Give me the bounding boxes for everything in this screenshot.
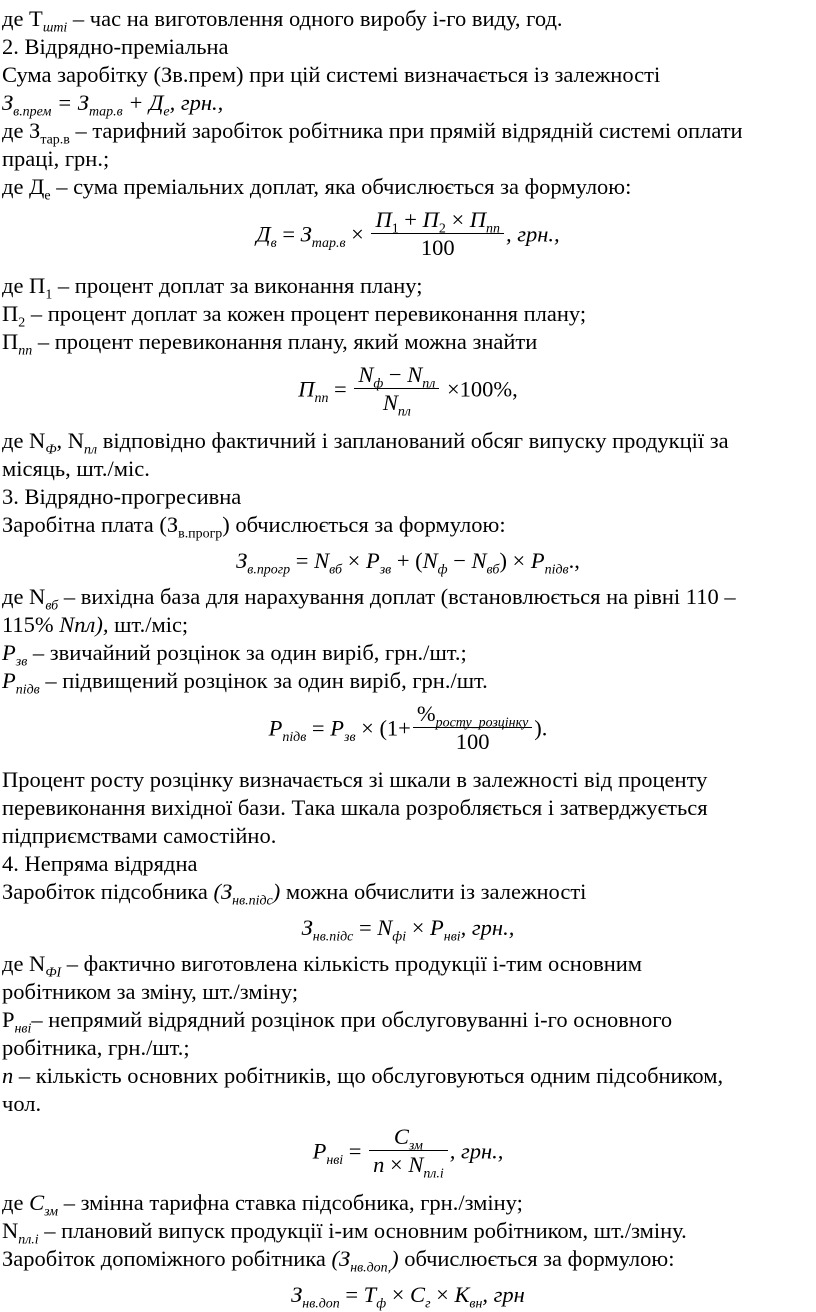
text-line — [2, 1062, 814, 1090]
text-run: С — [410, 1282, 426, 1307]
text-run: + — [398, 207, 423, 232]
text-run: (З — [331, 1246, 351, 1271]
subscript-text: е — [163, 104, 170, 120]
text-run: де N — [2, 428, 46, 453]
text-run: С — [393, 1124, 409, 1149]
text-run: , грн., — [505, 221, 560, 247]
text-line — [2, 1217, 814, 1248]
text-run: де П — [2, 273, 46, 298]
subscript-text: вб — [486, 562, 500, 578]
subscript-text: ф — [437, 562, 448, 578]
subscript-text: пл.і — [18, 1232, 39, 1248]
text-run: ) — [272, 879, 281, 904]
text-run: П — [2, 329, 19, 354]
text-run: , грн — [482, 1282, 525, 1307]
text-run: Р — [530, 548, 545, 573]
text-line — [2, 1006, 814, 1037]
text-run: , N — [56, 428, 85, 453]
text-run: де Т — [2, 6, 43, 31]
text-line — [2, 639, 814, 670]
text-run: n — [373, 1152, 385, 1177]
subscript-text: пл — [422, 376, 436, 392]
text-run: N — [422, 548, 438, 573]
text-run: = — [353, 915, 378, 940]
text-run: Р — [330, 715, 344, 741]
text-run: × — [445, 207, 470, 232]
formula-block — [2, 1281, 814, 1312]
text-run: × — [345, 221, 370, 247]
text-run: З — [301, 915, 313, 940]
subscript-text: підв — [544, 562, 569, 578]
text-line — [2, 61, 814, 89]
text-line — [2, 328, 814, 359]
text-run: – тарифний заробіток робітника при прямій відрядній системі оплати — [69, 118, 743, 143]
text-run: N — [358, 362, 374, 387]
text-line — [2, 766, 814, 794]
text-run: (З — [213, 879, 233, 904]
subscript-text: нв.підс — [232, 893, 273, 909]
text-line — [2, 272, 814, 303]
text-run: N — [314, 548, 330, 573]
subscript-text: г — [425, 1296, 431, 1312]
text-run: = — [339, 1282, 364, 1307]
text-run: місяць, шт./міс. — [2, 456, 150, 481]
text-run: К — [454, 1282, 470, 1307]
subscript-text: нв.доп — [302, 1296, 340, 1312]
formula-block — [2, 547, 814, 578]
subscript-text: зм — [408, 1138, 423, 1154]
text-run: – сума преміальних доплат, яка обчислюється за формулою: — [50, 174, 632, 199]
text-run: шт./міс; — [108, 612, 189, 637]
text-run: П — [375, 207, 392, 232]
text-line — [2, 822, 814, 850]
text-run: – процент доплат за виконання плану; — [52, 273, 423, 298]
subscript-text: 2 — [438, 221, 446, 237]
text-run: N — [408, 1152, 424, 1177]
text-run: С — [29, 1190, 45, 1215]
fraction-numerator — [354, 361, 439, 392]
subscript-text: підв — [282, 730, 307, 746]
subscript-text: в.прем — [13, 104, 52, 120]
subscript-text: в.прогр — [247, 562, 291, 578]
text-line — [2, 1090, 814, 1118]
text-run: × — [430, 1282, 455, 1307]
subscript-text: росту_розцінку — [435, 715, 529, 731]
subscript-text: тар.в — [311, 236, 346, 252]
text-run: Заробіток підсобника — [2, 879, 214, 904]
text-run: ) × — [499, 548, 531, 573]
text-line — [2, 667, 814, 698]
fraction-denominator — [369, 1151, 448, 1182]
text-run: 3. Відрядно-прогресивна — [2, 484, 242, 509]
text-run: де З — [2, 118, 41, 143]
subscript-text: вн — [469, 1296, 483, 1312]
text-run: обчислюється за формулою: — [398, 1246, 675, 1271]
subscript-text: 2 — [18, 315, 26, 331]
text-run: 2. Відрядно-преміальна — [2, 34, 229, 59]
text-run: − — [447, 548, 472, 573]
text-run: ., — [568, 548, 580, 573]
text-run: – час на виготовлення одного виробу і-го виду, год. — [67, 6, 563, 31]
subscript-text: зв — [15, 654, 28, 670]
subscript-text: 1 — [45, 287, 53, 303]
text-run: Р — [268, 715, 283, 741]
text-run: де N — [2, 951, 46, 976]
text-run: Р — [312, 1138, 327, 1164]
subscript-text: нв.доп, — [350, 1260, 392, 1276]
subscript-text: ф — [376, 1296, 387, 1312]
subscript-text: тар.в — [40, 132, 70, 148]
formula-block — [2, 209, 814, 264]
subscript-text: нві — [326, 1153, 344, 1169]
subscript-text: ф — [373, 376, 384, 392]
text-run: , грн., — [449, 1138, 504, 1164]
fraction — [354, 361, 439, 420]
text-run: П — [422, 207, 439, 232]
subscript-text: нві — [443, 929, 461, 945]
formula-block — [2, 364, 814, 419]
text-run: ) — [391, 1246, 399, 1271]
subscript-text: пл — [397, 404, 411, 420]
fraction-numerator — [371, 206, 504, 237]
formula-block — [2, 914, 814, 945]
text-line — [2, 611, 814, 639]
subscript-text: вб — [329, 562, 343, 578]
text-run: 100 — [455, 729, 490, 754]
text-line — [2, 1034, 814, 1062]
text-run: Д — [256, 221, 271, 247]
text-run: = — [306, 715, 331, 741]
subscript-text: пл.і — [423, 1166, 444, 1182]
text-run: 115% — [2, 612, 60, 637]
text-run: × — [406, 915, 431, 940]
text-run: З — [300, 221, 312, 247]
text-run: = — [343, 1138, 368, 1164]
text-run: – плановий випуск продукції і-им основним робітником, шт./зміну. — [38, 1218, 687, 1243]
subscript-text: підв — [15, 682, 40, 698]
subscript-text: Ф — [45, 442, 57, 458]
subscript-text: в — [270, 236, 277, 252]
text-run: ). — [534, 715, 548, 741]
text-run: П — [469, 207, 487, 232]
formula-block — [2, 703, 814, 758]
subscript-text: ФІ — [45, 965, 62, 981]
text-run: – фактично виготовлена кількість продукції і-тим основним — [61, 951, 643, 976]
subscript-text: нві — [14, 1021, 32, 1037]
text-run: 4. Непряма відрядна — [2, 851, 198, 876]
text-run: 100 — [420, 235, 455, 260]
subscript-text: тар.в — [88, 104, 123, 120]
text-line — [2, 1245, 814, 1276]
text-line — [2, 483, 814, 511]
text-run: = — [276, 221, 301, 247]
text-run: – непрямий відрядний розцінок при обслуговуванні і-го основного — [31, 1007, 673, 1032]
text-run: – процент доплат за кожен процент перевиконання плану; — [25, 301, 587, 326]
subscript-text: фі — [392, 929, 407, 945]
text-run: N — [407, 362, 423, 387]
text-run: де — [2, 1190, 30, 1215]
text-run: де N — [2, 584, 46, 609]
text-run: N — [471, 548, 487, 573]
text-line — [2, 850, 814, 878]
text-run: З — [2, 90, 14, 115]
text-run: де Д — [2, 174, 45, 199]
fraction — [369, 1123, 448, 1182]
text-line — [2, 173, 814, 204]
text-run: – вихідна база для нарахування доплат (встановлюється на рівні 110 – — [58, 584, 736, 609]
text-run: – підвищений розцінок за один виріб, грн./шт. — [39, 668, 488, 693]
text-run: = З — [51, 90, 89, 115]
text-run: праці, грн.; — [2, 146, 110, 171]
text-line — [2, 5, 814, 36]
text-run: × — [386, 1282, 411, 1307]
text-line — [2, 33, 814, 61]
text-run: + ( — [391, 548, 423, 573]
text-line — [2, 117, 814, 148]
text-run: + Д — [122, 90, 164, 115]
text-run: Р — [2, 1007, 15, 1032]
text-run: ) обчислюється за формулою: — [222, 512, 506, 537]
text-run: % — [416, 701, 436, 726]
text-run: Р — [430, 915, 444, 940]
subscript-text: пп — [314, 391, 329, 407]
subscript-text: зм — [44, 1204, 59, 1220]
text-run: N — [382, 390, 398, 415]
fraction-denominator — [354, 389, 439, 420]
text-run: П — [298, 376, 315, 402]
subscript-text: нв.підс — [312, 929, 354, 945]
text-run: × (1+ — [355, 715, 411, 741]
text-line — [2, 145, 814, 173]
text-line — [2, 878, 814, 909]
subscript-text: в.прогр — [178, 526, 223, 542]
subscript-text: пп — [486, 221, 500, 237]
text-run: Сума заробітку (Зв.прем) при цій системі визначається із залежності — [2, 62, 661, 87]
text-run: n — [2, 1063, 14, 1088]
text-run: – змінна тарифна ставка підсобника, грн./зміну; — [58, 1190, 523, 1215]
text-run: Р — [2, 640, 16, 665]
text-line — [2, 89, 814, 120]
text-line — [2, 455, 814, 483]
fraction-denominator — [413, 728, 532, 755]
text-run: чол. — [2, 1091, 42, 1116]
subscript-text: вб — [45, 598, 59, 614]
text-run: − — [383, 362, 408, 387]
text-run: Т — [363, 1282, 377, 1307]
text-run: можна обчислити із залежності — [280, 879, 587, 904]
text-run: перевиконання вихідної бази. Така шкала розробляється і затверджується — [2, 795, 708, 820]
text-run: З — [236, 548, 248, 573]
text-run: відповідно фактичний і запланований обсяг випуску продукції за — [97, 428, 729, 453]
fraction — [413, 700, 532, 755]
text-run: П — [2, 301, 19, 326]
text-run: Р — [365, 548, 380, 573]
text-line — [2, 950, 814, 981]
text-run: – звичайний розцінок за один виріб, грн./шт.; — [27, 640, 467, 665]
formula-block — [2, 1126, 814, 1181]
text-run: ×100%, — [441, 376, 518, 402]
subscript-text: е — [44, 188, 51, 204]
text-line — [2, 794, 814, 822]
text-run: = — [290, 548, 315, 573]
text-run: робітника, грн./шт.; — [2, 1035, 190, 1060]
text-run: N — [377, 915, 393, 940]
text-run: , грн., — [169, 90, 224, 115]
text-run: робітником за зміну, шт./зміну; — [2, 979, 299, 1004]
text-run: З — [291, 1282, 303, 1307]
text-line — [2, 583, 814, 614]
text-line — [2, 511, 814, 542]
text-line — [2, 427, 814, 458]
subscript-text: 1 — [391, 221, 399, 237]
fraction-denominator — [371, 234, 504, 261]
fraction-numerator — [413, 700, 532, 731]
subscript-text: зв — [344, 730, 356, 746]
text-run: – процент перевиконання плану, який можна знайти — [32, 329, 538, 354]
text-run: Заробітна плата (З — [2, 512, 179, 537]
text-run: Процент росту розцінку визначається зі шкали в залежності від проценту — [2, 767, 708, 792]
text-run: = — [328, 376, 353, 402]
subscript-text: пп — [18, 343, 33, 359]
text-line — [2, 978, 814, 1006]
text-run: Р — [2, 668, 16, 693]
text-run: Заробіток допоміжного робітника — [2, 1246, 332, 1271]
fraction-numerator — [369, 1123, 448, 1154]
text-run: Nпл), — [59, 612, 109, 637]
fraction — [371, 206, 504, 261]
subscript-text: пл — [84, 442, 98, 458]
text-run: N — [2, 1218, 19, 1243]
text-run: – кількість основних робітників, що обслуговуються одним підсобником, — [13, 1063, 724, 1088]
text-line — [2, 300, 814, 331]
subscript-text: шті — [42, 20, 68, 36]
text-run: × — [384, 1152, 409, 1177]
text-run: , грн., — [460, 915, 515, 940]
text-run: × — [342, 548, 366, 573]
subscript-text: зв — [379, 562, 392, 578]
text-line — [2, 1189, 814, 1220]
text-run: підприємствами самостійно. — [2, 823, 277, 848]
